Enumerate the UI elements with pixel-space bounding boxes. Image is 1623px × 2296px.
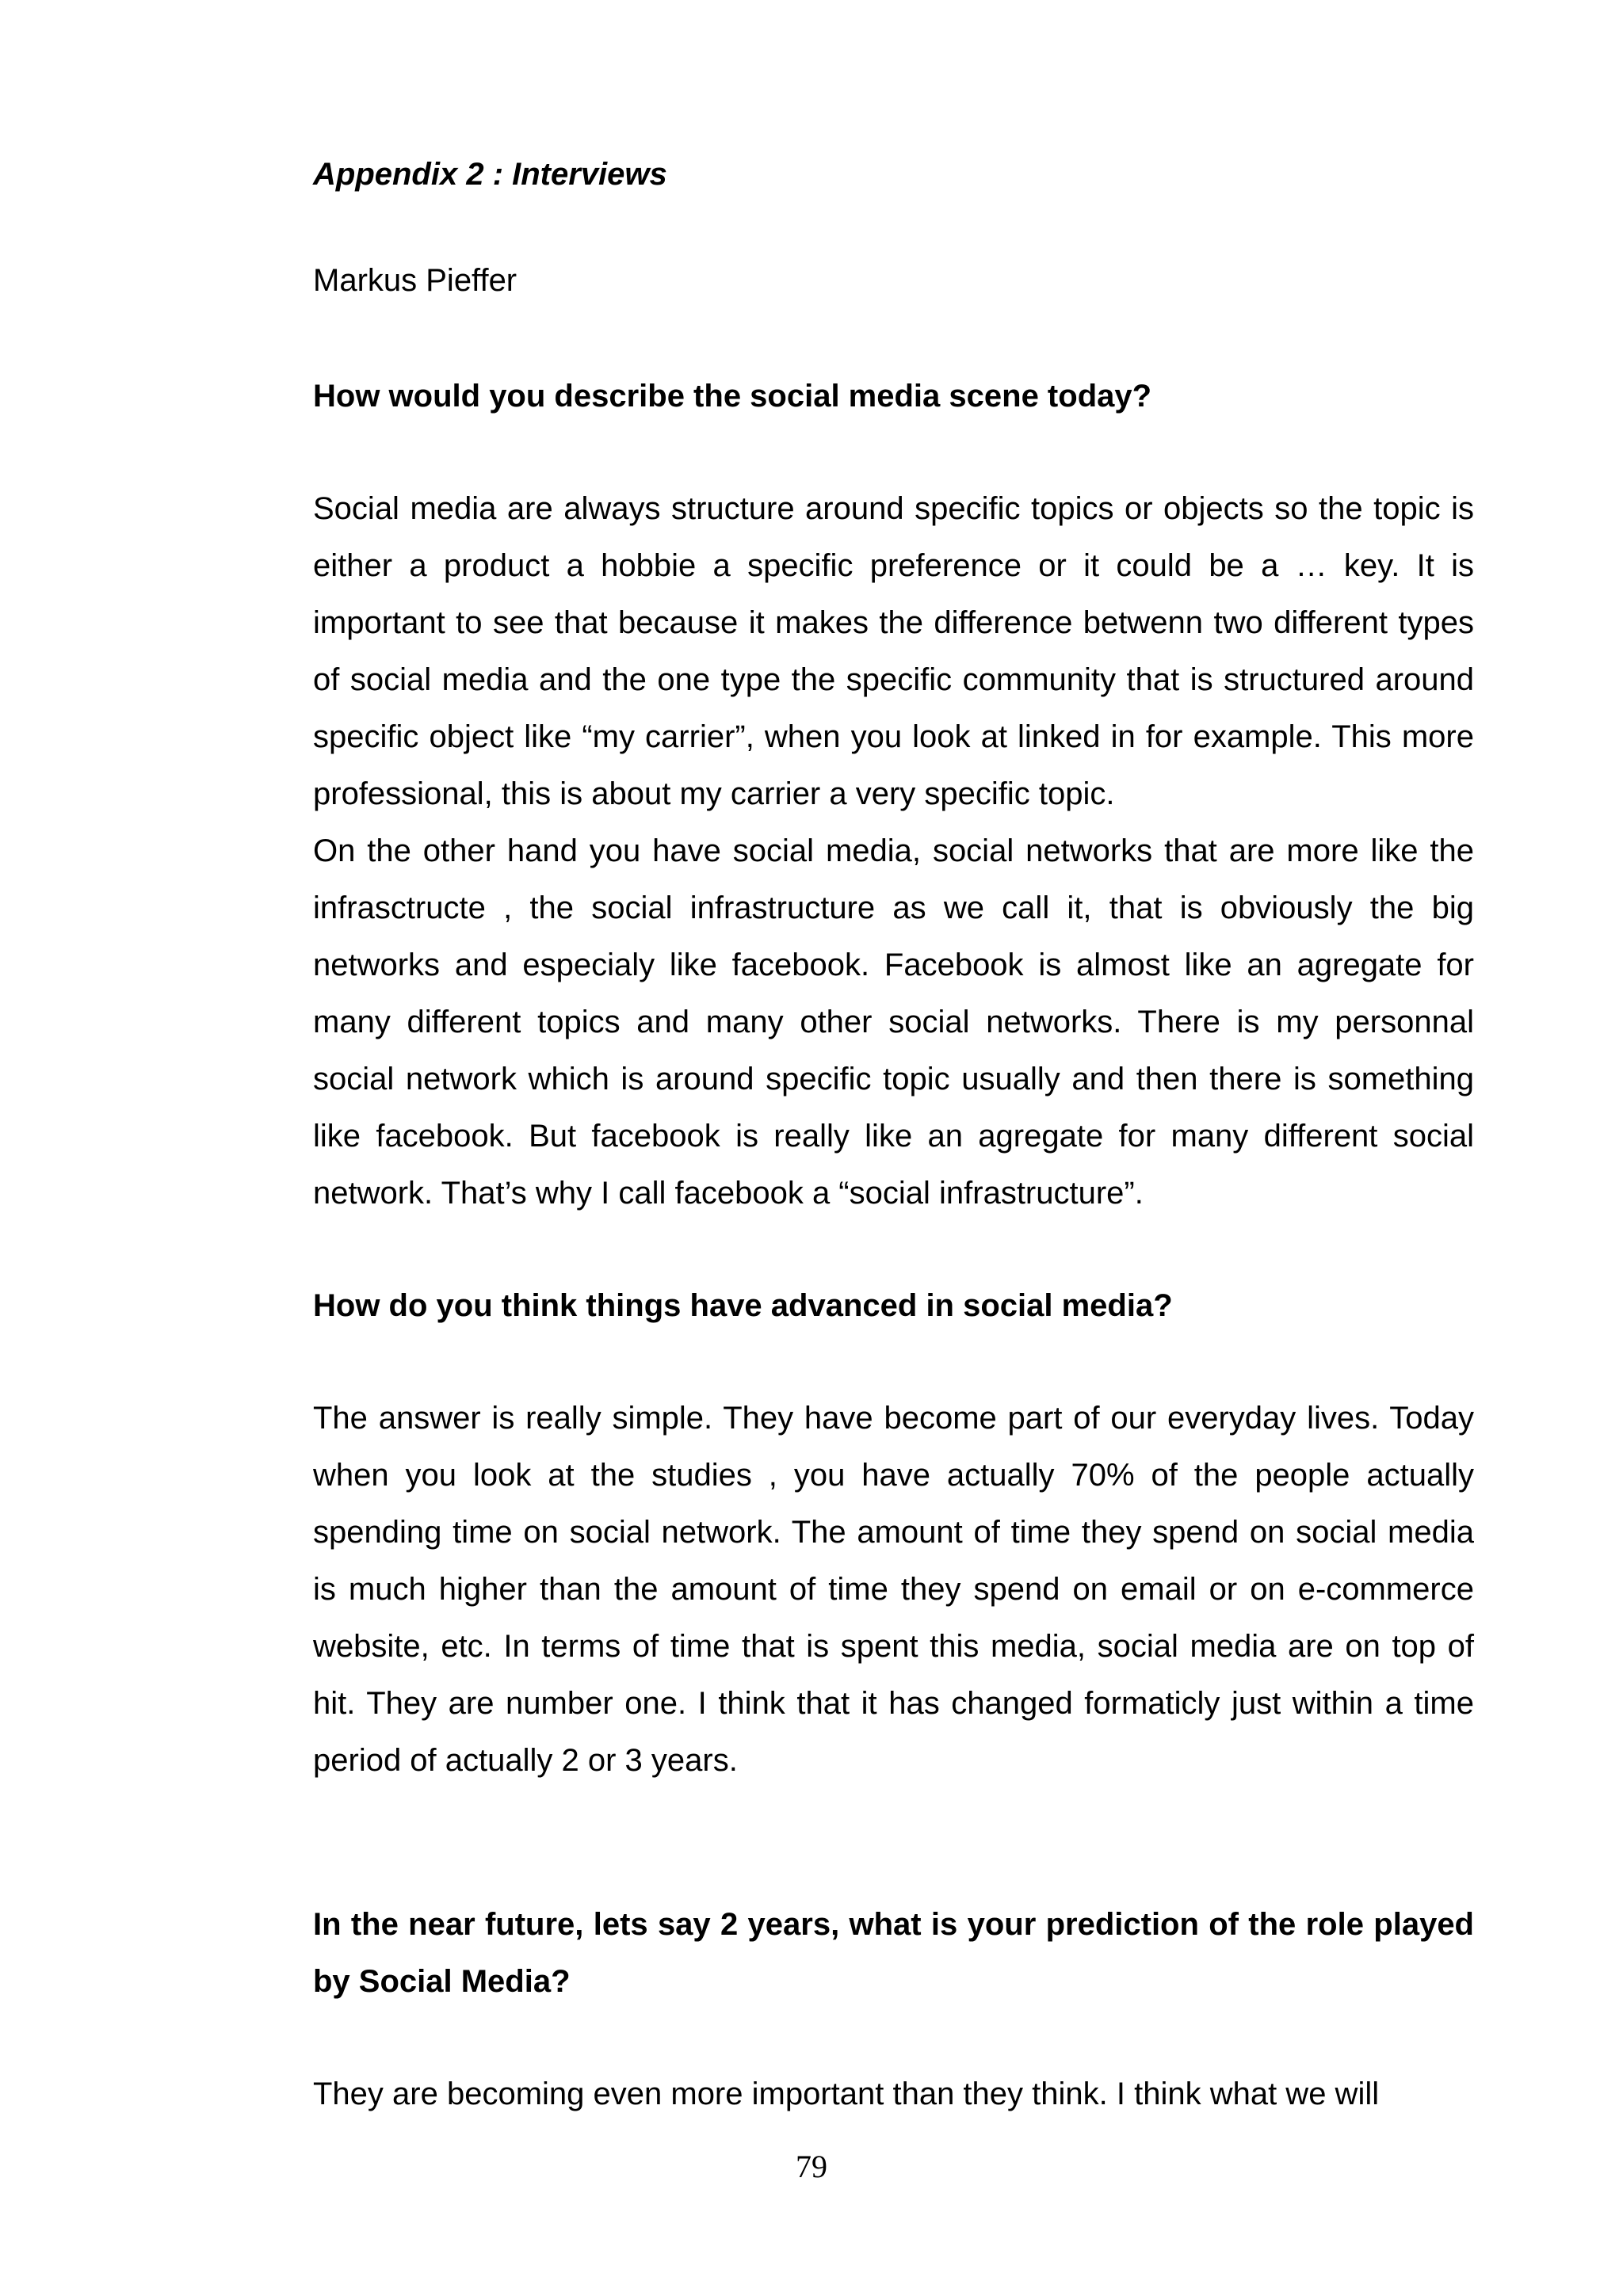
answer-1-paragraph-2: On the other hand you have social media, social networks that are more like the infrasctructe , the social infrastructure as we call it, that is obviously the big networks and especialy like facebook. Facebook is almost like an agregate for many different topics and many other social networks. There is my personnal social network which is around specific topic usually and then there is something like facebook. But facebook is really like an agregate for many different social network. That’s why I call facebook a “social infrastructure”. [313, 833, 1474, 1211]
answer-1 [313, 480, 1474, 1222]
appendix-heading: Appendix 2 : Interviews [313, 157, 667, 192]
answer-3 [313, 2065, 1474, 2122]
question-3: In the near future, lets say 2 years, what is your prediction of the role played by Social Media? [313, 1907, 1474, 1999]
interviewee-name: Markus Pieffer [313, 263, 517, 298]
page-number: 79 [796, 2149, 827, 2184]
page-content [313, 151, 1474, 2178]
question-2: How do you think things have advanced in social media? [313, 1288, 1173, 1323]
answer-1-paragraph-1: Social media are always structure around specific topics or objects so the topic is either a product a hobbie a specific preference or it could be a … key. It is important to see that because it makes the difference betwenn two different types of social media and the one type the specific community that is structured around specific object like “my carrier”, when you look at linked in for example. This more professional, this is about my carrier a very specific topic. [313, 491, 1474, 811]
answer-2-paragraph-1: The answer is really simple. They have become part of our everyday lives. Today when you look at the studies , you have actually 70% of the people actually spending time on social network. The amount of time they spend on social media is much higher than the amount of time they spend on email or on e-commerce website, etc. In terms of time that is spent this media, social media are on top of hit. They are number one. I think that it has changed formaticly just within a time period of actually 2 or 3 years. [313, 1401, 1474, 1778]
answer-2 [313, 1390, 1474, 1789]
question-1: How would you describe the social media scene today? [313, 379, 1152, 414]
answer-3-paragraph-1: They are becoming even more important than they think. I think what we will [313, 2077, 1380, 2111]
